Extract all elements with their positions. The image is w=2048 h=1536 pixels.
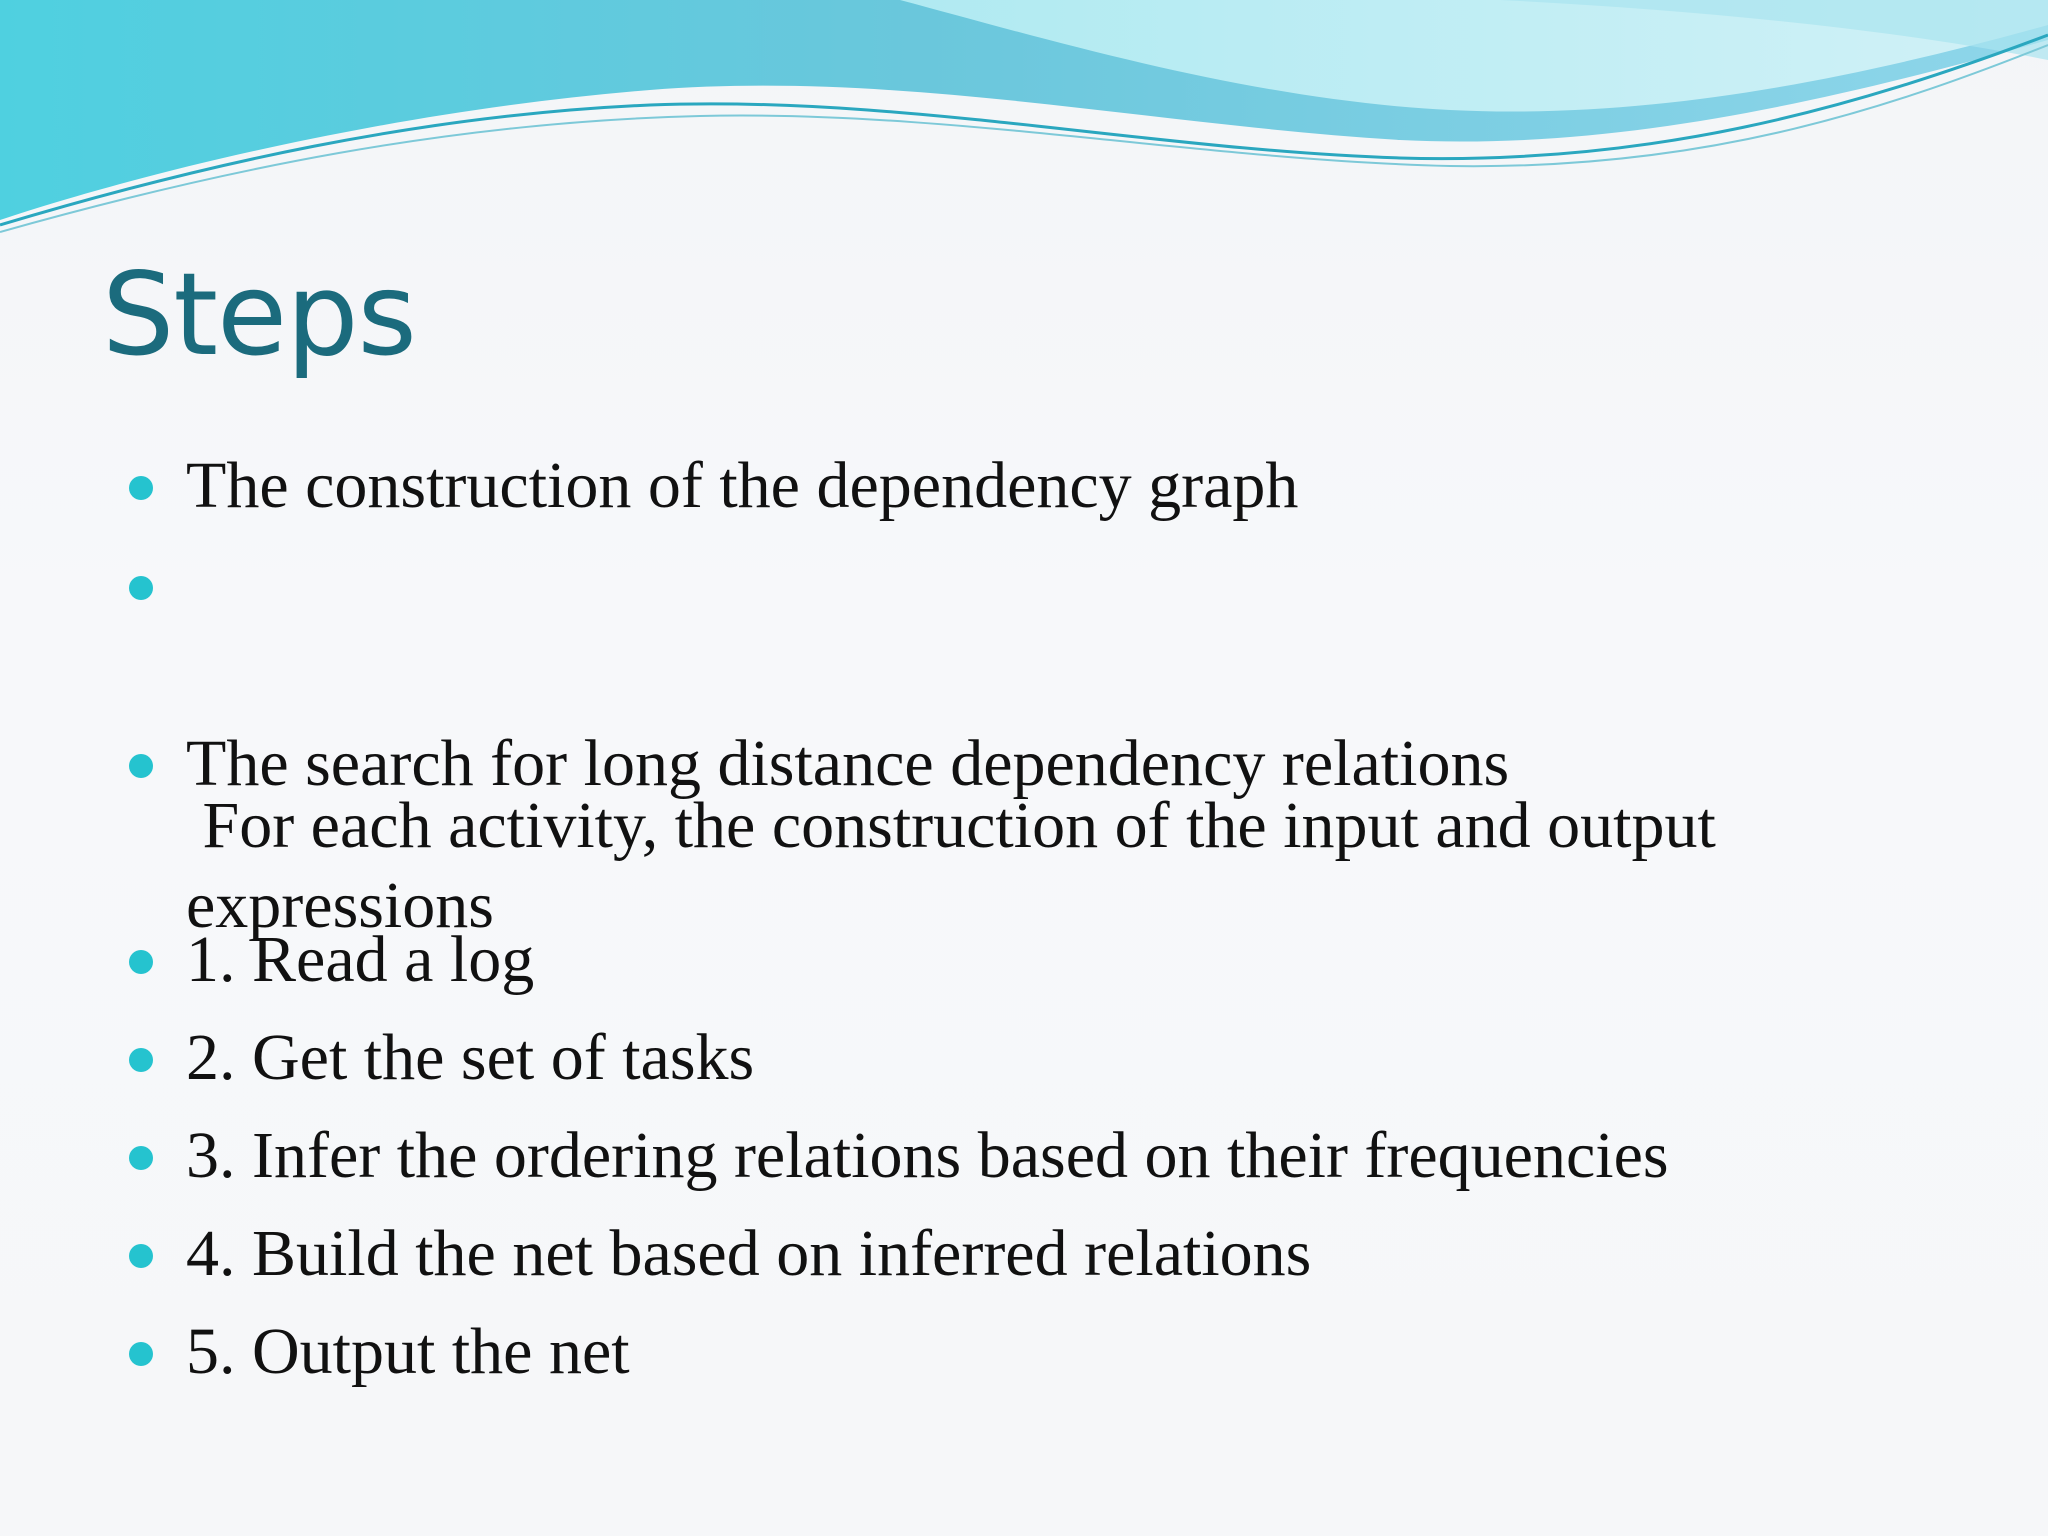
bullet-item <box>186 1018 1966 1098</box>
bullet-dot-icon <box>129 1048 153 1072</box>
bullet-dot-icon <box>129 754 153 778</box>
bullet-item <box>186 446 1966 526</box>
bullet-item <box>186 1116 1966 1196</box>
bullet-text: 1. Read a log <box>186 923 535 996</box>
slide-title: Steps <box>102 248 416 381</box>
bullet-item <box>186 724 1966 804</box>
bullet-text: The construction of the dependency graph <box>186 449 1299 522</box>
bullet-item <box>186 920 1966 1000</box>
bullet-text: For each activity, the construction of the input and output expressions <box>186 789 1733 942</box>
bullet-dot-icon <box>129 1342 153 1366</box>
bullet-dot-icon <box>129 950 153 974</box>
bullet-text: 5. Output the net <box>186 1315 630 1388</box>
bullet-text: 2. Get the set of tasks <box>186 1021 755 1094</box>
bullet-text: 3. Infer the ordering relations based on their frequencies <box>186 1119 1669 1192</box>
bullet-text: 4. Build the net based on inferred relations <box>186 1217 1312 1290</box>
bullet-item <box>186 1214 1966 1294</box>
header-wave-decoration <box>0 0 2048 260</box>
bullet-item <box>186 1312 1966 1392</box>
bullet-dot-icon <box>129 1146 153 1170</box>
bullet-dot-icon <box>129 1244 153 1268</box>
bullet-dot-icon <box>129 476 153 500</box>
bullet-dot-icon <box>129 576 153 600</box>
bullet-text: The search for long distance dependency relations <box>186 727 1510 800</box>
